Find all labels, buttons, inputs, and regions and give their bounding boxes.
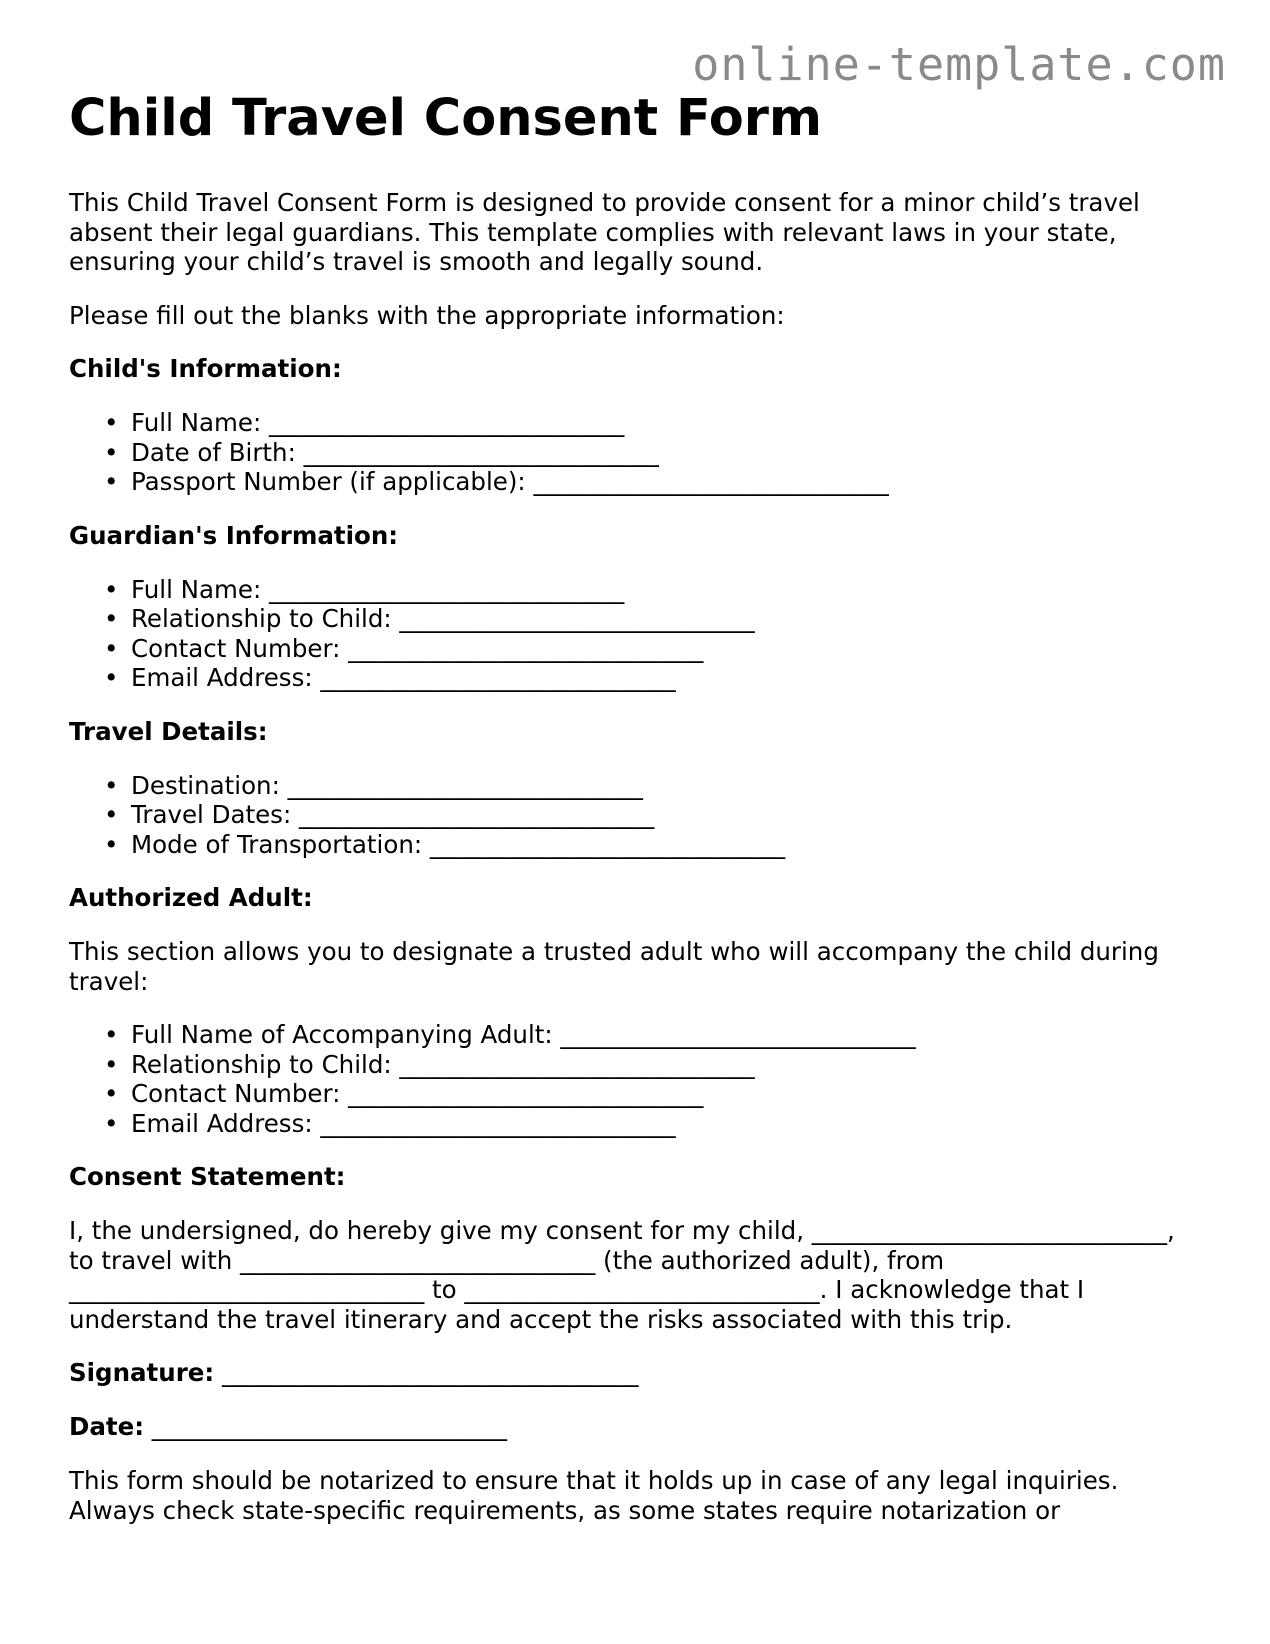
field-label: Destination: — [131, 770, 280, 800]
field-label: Relationship to Child: — [131, 1049, 392, 1079]
list-item — [131, 830, 1199, 860]
fill-blank[interactable]: _____________________________ — [399, 604, 755, 633]
footer-note: This form should be notarized to ensure that it holds up in case of any legal inquiries. Always check state-specific requirements, as some states require notarization or — [69, 1466, 1119, 1525]
section-heading-child: Child's Information: — [69, 354, 342, 383]
list-item — [131, 1109, 1199, 1139]
travel-field-list — [69, 771, 1199, 860]
guardian-field-list — [69, 575, 1199, 693]
page-title: Child Travel Consent Form — [69, 89, 823, 148]
adult-field-list — [69, 1020, 1199, 1138]
section-heading-consent: Consent Statement: — [69, 1162, 346, 1191]
child-field-list — [69, 408, 1199, 497]
intro-paragraph: This Child Travel Consent Form is designed to provide consent for a minor child’s travel absent their legal guardians. This template complies with relevant laws in your state, ensuring your child’s travel is smooth and legally sound. — [69, 188, 1140, 276]
signature-label: Signature: — [69, 1358, 215, 1387]
signature-line — [69, 1358, 1199, 1388]
field-label: Travel Dates: — [131, 800, 292, 829]
field-label: Date of Birth: — [131, 437, 296, 467]
date-blank[interactable]: _____________________________ — [151, 1412, 508, 1441]
list-item — [131, 800, 1199, 830]
fill-blank[interactable]: _____________________________ — [303, 437, 659, 467]
document-page — [69, 84, 1199, 1525]
field-label: Email Address: — [131, 663, 313, 692]
field-label: Email Address: — [131, 1108, 313, 1138]
authorized-adult-description: This section allows you to designate a trusted adult who will accompany the child during travel: — [69, 937, 1159, 996]
fill-blank[interactable]: _____________________________ — [320, 663, 676, 692]
field-label: Mode of Transportation: — [131, 829, 423, 859]
field-label: Full Name of Accompanying Adult: — [131, 1020, 553, 1049]
field-label: Contact Number: — [131, 1079, 341, 1108]
list-item — [131, 575, 1199, 605]
field-label: Contact Number: — [131, 633, 341, 663]
field-label: Relationship to Child: — [131, 604, 392, 633]
field-label: Full Name: — [131, 574, 262, 604]
watermark-logo: online-template.com — [692, 38, 1226, 91]
fill-blank[interactable]: _____________________________ — [533, 467, 889, 496]
list-item — [131, 634, 1199, 664]
list-item — [131, 1050, 1199, 1080]
list-item — [131, 467, 1199, 497]
fill-blank[interactable]: _____________________________ — [320, 1108, 676, 1138]
fill-blank[interactable]: _____________________________ — [299, 800, 655, 829]
fill-blank[interactable]: _____________________________ — [399, 1049, 755, 1079]
signature-blank[interactable]: __________________________________ — [222, 1358, 639, 1387]
list-item — [131, 663, 1199, 693]
consent-statement: I, the undersigned, do hereby give my consent for my child, _____________________________, to travel with _____________________________ (the authorized adult), from _____________________________ to _____________________________. I acknowledge that I understand the travel itinerary and accept the risks associated with this trip. — [69, 1216, 1175, 1334]
fill-blank[interactable]: _____________________________ — [560, 1020, 916, 1049]
date-line — [69, 1412, 1199, 1442]
field-label: Full Name: — [131, 408, 262, 437]
section-heading-guardian: Guardian's Information: — [69, 520, 399, 550]
list-item — [131, 1079, 1199, 1109]
list-item — [131, 771, 1199, 801]
fill-blank[interactable]: _____________________________ — [348, 1079, 704, 1108]
instruction-text: Please fill out the blanks with the appropriate information: — [69, 300, 785, 330]
list-item — [131, 408, 1199, 438]
fill-blank[interactable]: _____________________________ — [269, 408, 625, 437]
date-label: Date: — [69, 1412, 144, 1441]
fill-blank[interactable]: _____________________________ — [287, 770, 643, 800]
fill-blank[interactable]: _____________________________ — [348, 633, 704, 663]
fill-blank[interactable]: _____________________________ — [269, 574, 625, 604]
section-heading-travel: Travel Details: — [69, 716, 268, 746]
list-item — [131, 1020, 1199, 1050]
field-label: Passport Number (if applicable): — [131, 467, 526, 496]
section-heading-authorized-adult: Authorized Adult: — [69, 883, 313, 912]
list-item — [131, 604, 1199, 634]
list-item — [131, 438, 1199, 468]
fill-blank[interactable]: _____________________________ — [429, 829, 786, 859]
